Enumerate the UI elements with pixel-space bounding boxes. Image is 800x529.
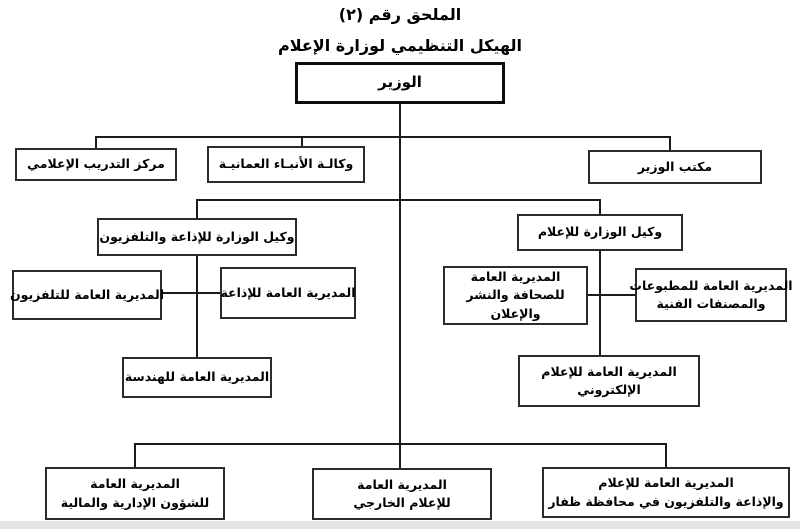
node-minister-office-label: مكتب الوزير bbox=[637, 158, 713, 174]
node-undersecretary-information-label: وكيل الوزارة للإعلام bbox=[537, 224, 663, 240]
appendix-title: الملحق رقم (٢) bbox=[338, 5, 462, 24]
node-dg-foreign-media-line1: المديرية العامة bbox=[357, 476, 447, 492]
connector-row2-branch bbox=[95, 136, 671, 138]
node-dg-dhofar-line2: والإذاعة والتلفزيون في محافظة ظفار bbox=[548, 493, 784, 509]
node-dg-television-label: المديرية العامة للتلفزيون bbox=[9, 286, 165, 302]
node-dg-engineering-label: المديرية العامة للهندسة bbox=[124, 369, 270, 385]
node-news-agency bbox=[207, 146, 365, 183]
connector-right-subtrunk bbox=[599, 250, 601, 356]
connector-drop-admin-financial bbox=[134, 443, 136, 467]
chart-title: الهيكل التنظيمي لوزارة الإعلام bbox=[277, 36, 523, 55]
node-minister-office bbox=[588, 150, 762, 184]
connector-drop-undersecretary-radio-tv bbox=[196, 199, 198, 219]
connector-main-trunk bbox=[399, 104, 401, 468]
node-dg-electronic-media-line1: المديرية العامة للإعلام bbox=[541, 363, 677, 379]
node-training-center bbox=[15, 148, 177, 181]
page-bottom-edge bbox=[0, 521, 800, 529]
node-dg-foreign-media-line2: للإعلام الخارجي bbox=[353, 495, 451, 510]
node-dg-radio-label: المديرية العامة للإذاعة bbox=[220, 284, 356, 300]
node-dg-dhofar-line1: المديرية العامة للإعلام bbox=[598, 475, 734, 491]
node-minister-label: الوزير bbox=[378, 73, 422, 92]
connector-left-subtrunk bbox=[196, 256, 198, 358]
node-dg-admin-line1: المديرية العامة bbox=[90, 476, 180, 492]
node-undersecretary-radio-tv bbox=[97, 218, 297, 256]
node-dg-admin-line2: للشؤون الإدارية والمالية bbox=[60, 494, 210, 510]
node-dg-electronic-media bbox=[518, 355, 700, 407]
connector-undersecretary-branch bbox=[196, 199, 601, 201]
node-training-center-label: مركز التدريب الإعلامي bbox=[27, 156, 165, 172]
connector-drop-undersecretary-information bbox=[599, 199, 601, 215]
node-dg-press-line2: للصحافة والنشر bbox=[466, 287, 565, 303]
node-news-agency-label: وكالـة الأنبـاء العمانيـة bbox=[218, 156, 354, 172]
node-dg-media-radio-tv-dhofar bbox=[542, 467, 790, 518]
node-dg-electronic-media-line2: الإلكتروني bbox=[577, 382, 641, 397]
connector-tv-radio-stub bbox=[162, 292, 220, 294]
node-dg-publications-artistic-works bbox=[629, 268, 793, 322]
node-undersecretary-radio-tv-label: وكيل الوزارة للإذاعة والتلفزيون bbox=[99, 228, 295, 244]
node-dg-press-line1: المديرية العامة bbox=[470, 269, 561, 285]
connector-drop-minister-office bbox=[669, 136, 671, 151]
connector-bottom-branch bbox=[134, 443, 667, 445]
connector-press-publications-stub bbox=[588, 294, 635, 296]
node-dg-publications-line2: والمصنفات الفنية bbox=[656, 296, 766, 311]
node-dg-foreign-media bbox=[312, 468, 492, 520]
node-dg-publications-line1: المديرية العامة للمطبوعات bbox=[629, 277, 793, 293]
node-minister bbox=[295, 62, 505, 104]
node-dg-press-publishing-advertising bbox=[443, 266, 588, 325]
node-dg-press-line3: والإعلان bbox=[490, 305, 541, 321]
node-dg-television bbox=[9, 270, 165, 320]
node-dg-engineering bbox=[122, 357, 272, 398]
node-dg-admin-financial-affairs bbox=[45, 467, 225, 520]
node-dg-radio bbox=[220, 267, 356, 319]
connector-drop-dhofar bbox=[665, 443, 667, 467]
node-undersecretary-information bbox=[517, 214, 683, 251]
